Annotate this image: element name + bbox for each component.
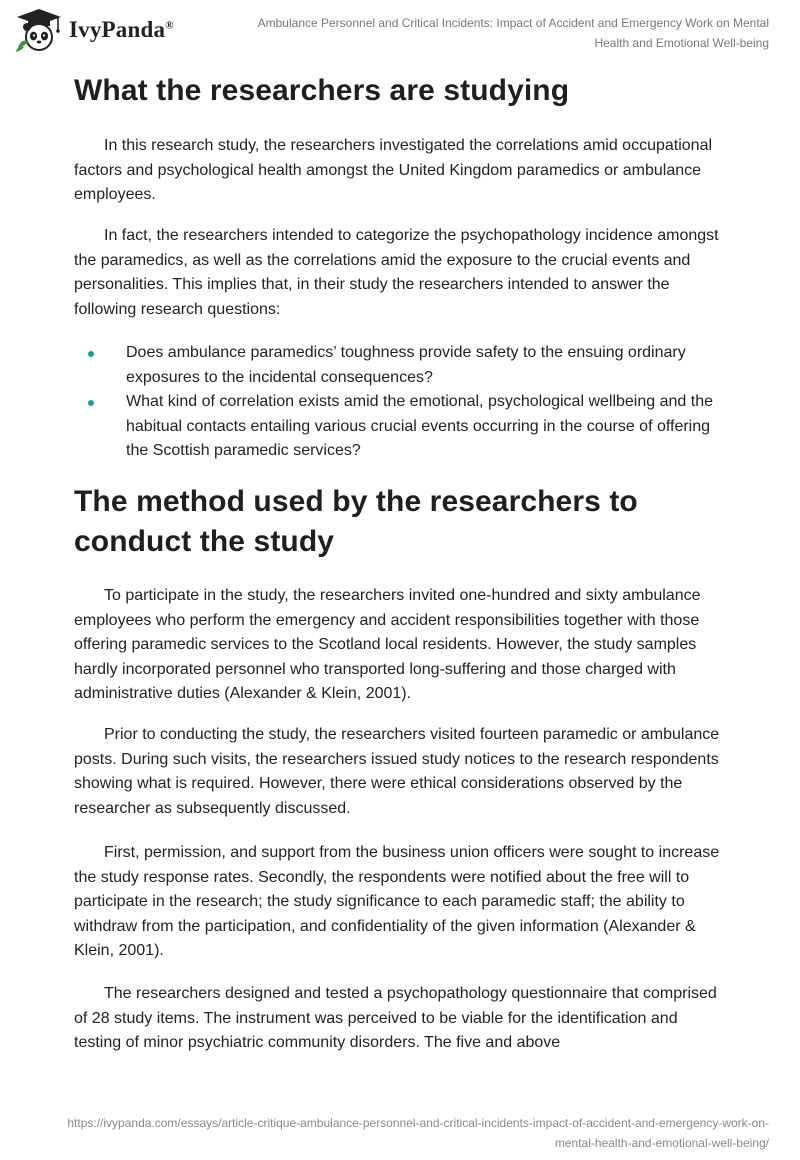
paragraph: The researchers designed and tested a psychopathology questionnaire that comprised of 28 study items. The instrument was perceived to be viable for the identification and testing of minor psychiatric community disorders. The five and above bbox=[74, 985, 717, 1052]
list-item bbox=[74, 390, 724, 464]
document-title-line-2: Health and Emotional Well-being bbox=[594, 36, 769, 50]
panda-graduation-cap-icon bbox=[14, 8, 64, 52]
list-item-text: What kind of correlation exists amid the emotional, psychological wellbeing and the habitual contacts entailing various crucial events occurring in the course of offering the Scottish paramedic services? bbox=[126, 393, 713, 460]
paragraph: First, permission, and support from the business union officers were sought to increase the study response rates. Secondly, the respondents were notified about the free will to participate in the research; the study significance to each paramedic staff; the ability to withdraw from the participation, and confidentiality of the given information (Alexander & Klein, 2001). bbox=[74, 844, 720, 960]
list-item bbox=[74, 341, 724, 390]
section-heading-researchers-studying: What the researchers are studying bbox=[74, 74, 570, 107]
source-url-line-2: mental-health-and-emotional-well-being/ bbox=[554, 1136, 769, 1150]
section-heading-method: The method used by the researchers to conduct the study bbox=[74, 485, 638, 558]
logo-wordmark: IvyPanda® bbox=[69, 17, 174, 42]
paragraph: Prior to conducting the study, the researchers visited fourteen paramedic or ambulance posts. During such visits, the researchers issued study notices to the research respondents showing what is required. However, there were ethical considerations observed by the researcher as subsequently discussed. bbox=[74, 726, 720, 817]
ivypanda-logo[interactable] bbox=[14, 8, 174, 52]
research-questions-list bbox=[74, 341, 724, 464]
document-title bbox=[209, 13, 769, 53]
document-title-line-1: Ambulance Personnel and Critical Incidents: Impact of Accident and Emergency Work on Mental bbox=[257, 16, 769, 30]
paragraph: In fact, the researchers intended to categorize the psychopathology incidence amongst the paramedics, as well as the correlations amid the exposure to the crucial events and personalities. This implies that, in their study the researchers intended to answer the following research questions: bbox=[74, 227, 719, 318]
bullet-icon bbox=[88, 351, 94, 357]
paragraph: To participate in the study, the researchers invited one-hundred and sixty ambulance employees who perform the emergency and accident responsibilities together with those offering paramedic services to the Scotland local residents. However, the study samples hardly incorporated personnel who transported long-suffering and those charged with administrative duties (Alexander & Klein, 2001). bbox=[74, 587, 701, 703]
paragraph: In this research study, the researchers investigated the correlations amid occupational factors and psychological health amongst the United Kingdom paramedics or ambulance employees. bbox=[74, 137, 713, 204]
source-url[interactable] bbox=[29, 1113, 769, 1153]
list-item-text: Does ambulance paramedics’ toughness provide safety to the ensuing ordinary exposures to the incidental consequences? bbox=[126, 344, 686, 386]
bullet-icon bbox=[88, 400, 94, 406]
source-url-line-1: https://ivypanda.com/essays/article-critique-ambulance-personnel-and-critical-incidents-impact-of-accident-and-emergency-work-on- bbox=[67, 1116, 769, 1130]
